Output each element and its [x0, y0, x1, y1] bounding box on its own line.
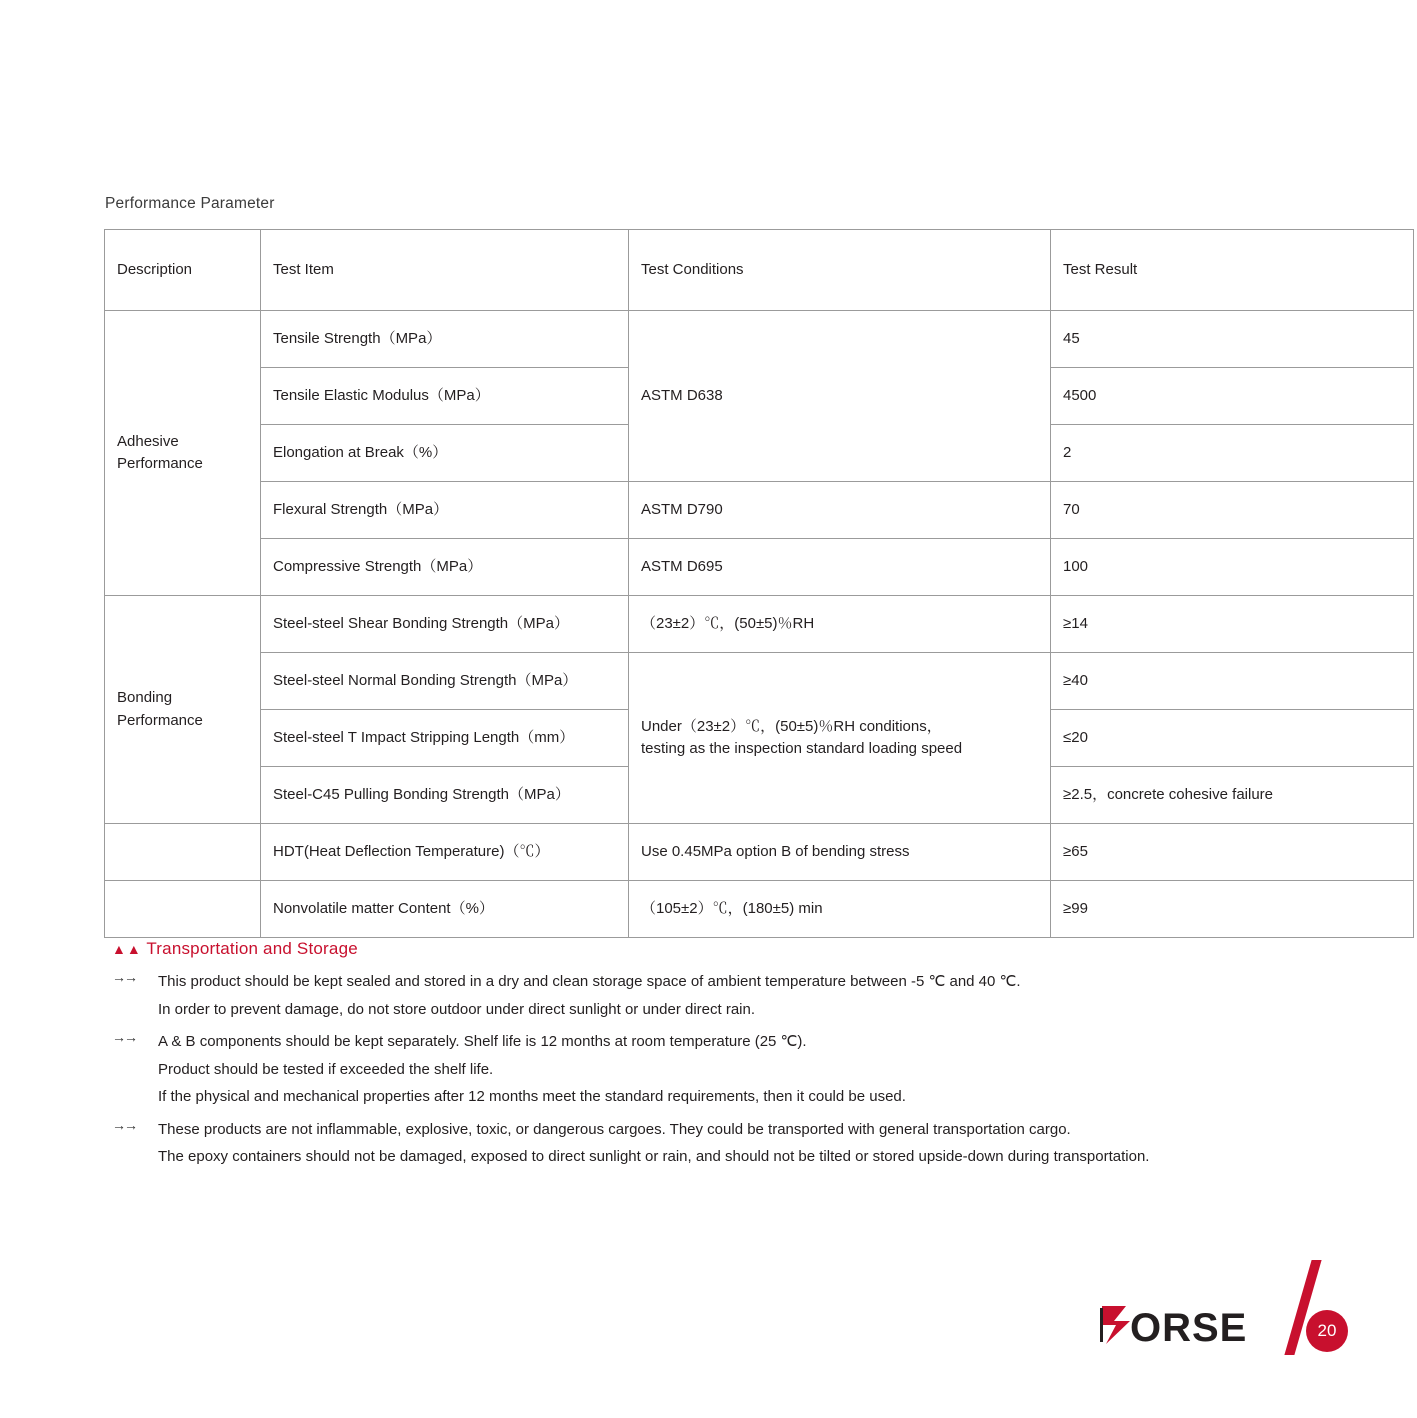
triangle-bullet-icon: ▲▲ — [112, 941, 142, 957]
horse-logo-mark-icon — [1100, 1306, 1134, 1344]
table-row — [105, 596, 1414, 653]
table-header-row — [105, 230, 1414, 311]
header-test-result: Test Result — [1051, 230, 1414, 311]
group-description-bonding — [105, 596, 261, 824]
table-row — [105, 653, 1414, 710]
performance-parameter-table — [104, 229, 1414, 938]
table-row — [105, 482, 1414, 539]
group-description-line-1: Bonding — [117, 689, 173, 706]
list-item-line: A & B components should be kept separately. Shelf life is 12 months at room temperature (25 ℃). — [158, 1033, 807, 1050]
table-row — [105, 539, 1414, 596]
transportation-heading — [112, 939, 358, 959]
list-item-line: The epoxy containers should not be damaged, exposed to direct sunlight or rain, and should not be tilted or stored upside-down during transportation. — [158, 1148, 1150, 1165]
test-item: Tensile Strength（MPa） — [261, 311, 629, 368]
test-condition: Use 0.45MPa option B of bending stress — [629, 824, 1051, 881]
test-result: 100 — [1051, 539, 1414, 596]
test-result: ≥40 — [1051, 653, 1414, 710]
list-item — [112, 1116, 1342, 1171]
section-title: Performance Parameter — [105, 195, 275, 212]
header-test-item: Test Item — [261, 230, 629, 311]
test-item: Steel-steel T Impact Stripping Length（mm） — [261, 710, 629, 767]
test-item: Compressive Strength（MPa） — [261, 539, 629, 596]
list-item-line: If the physical and mechanical properties after 12 months meet the standard requirements, then it could be used. — [158, 1088, 906, 1105]
test-item: Steel-steel Normal Bonding Strength（MPa） — [261, 653, 629, 710]
list-item-line: In order to prevent damage, do not store outdoor under direct sunlight or under direct rain. — [158, 1000, 756, 1018]
test-item: Flexural Strength（MPa） — [261, 482, 629, 539]
test-item: HDT(Heat Deflection Temperature)（℃） — [261, 824, 629, 881]
test-result: 2 — [1051, 425, 1414, 482]
group-description-adhesive — [105, 311, 261, 596]
list-item-line: This product should be kept sealed and stored in a dry and clean storage space of ambient temperature between -5 ℃ and 40 ℃. — [158, 973, 1021, 990]
test-item: Steel-steel Shear Bonding Strength（MPa） — [261, 596, 629, 653]
arrow-bullet-icon: →→ — [112, 969, 136, 985]
test-condition: ASTM D695 — [629, 539, 1051, 596]
test-item: Elongation at Break（%） — [261, 425, 629, 482]
list-item — [112, 968, 1342, 1023]
transportation-heading-label: Transportation and Storage — [146, 939, 358, 958]
group-description-line-2: Performance — [117, 455, 203, 472]
arrow-bullet-icon: →→ — [112, 1116, 136, 1133]
test-result: ≥65 — [1051, 824, 1414, 881]
test-condition: ASTM D790 — [629, 482, 1051, 539]
test-result: 4500 — [1051, 368, 1414, 425]
test-condition: （23±2）℃，(50±5)％RH — [629, 596, 1051, 653]
page-number: 20 — [1306, 1310, 1348, 1352]
brand-name: ORSE — [1130, 1306, 1248, 1350]
test-result: ≥2.5，concrete cohesive failure — [1051, 767, 1414, 824]
table-row — [105, 881, 1414, 938]
test-condition-line-2: testing as the inspection standard loading speed — [641, 740, 963, 757]
table-row — [105, 311, 1414, 368]
list-item — [112, 1028, 1342, 1111]
list-item-line: These products are not inflammable, explosive, toxic, or dangerous cargoes. They could be transported with general transportation cargo. — [158, 1120, 1071, 1138]
group-description-empty — [105, 824, 261, 881]
test-item: Tensile Elastic Modulus（MPa） — [261, 368, 629, 425]
transportation-list — [112, 968, 1342, 1176]
test-result: 70 — [1051, 482, 1414, 539]
test-condition-line-1: Under（23±2）℃，(50±5)％RH conditions， — [641, 717, 942, 735]
test-result: 45 — [1051, 311, 1414, 368]
header-test-conditions: Test Conditions — [629, 230, 1051, 311]
header-description: Description — [105, 230, 261, 311]
arrow-bullet-icon: →→ — [112, 1029, 136, 1045]
test-result: ≥14 — [1051, 596, 1414, 653]
test-condition: （105±2）℃，(180±5) min — [629, 881, 1051, 938]
group-description-line-2: Performance — [117, 711, 203, 729]
group-description-empty — [105, 881, 261, 938]
test-result: ≥99 — [1051, 881, 1414, 938]
test-item: Steel-C45 Pulling Bonding Strength（MPa） — [261, 767, 629, 824]
test-condition — [629, 653, 1051, 824]
test-condition: ASTM D638 — [629, 311, 1051, 482]
test-item: Nonvolatile matter Content（%） — [261, 881, 629, 938]
list-item-line: Product should be tested if exceeded the shelf life. — [158, 1060, 494, 1078]
footer-logo — [1100, 1262, 1360, 1372]
table-row — [105, 824, 1414, 881]
test-result: ≤20 — [1051, 710, 1414, 767]
group-description-line-1: Adhesive — [117, 432, 179, 450]
